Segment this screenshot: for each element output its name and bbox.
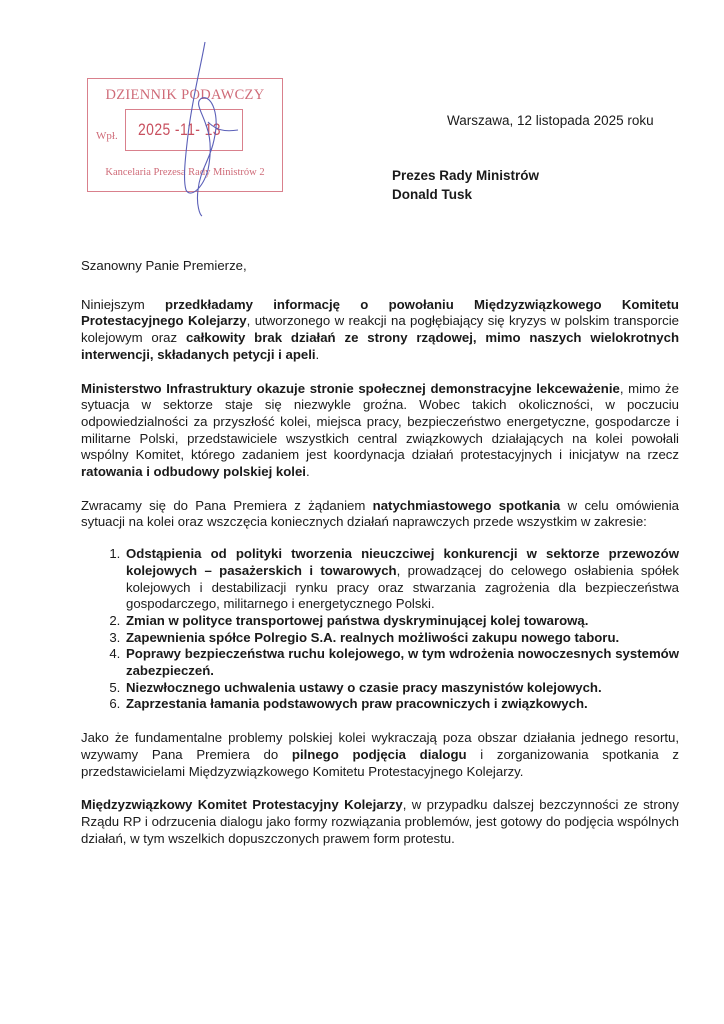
demand-heading: Zapewnienia spółce Polregio S.A. realnych możliwości zakupu nowego taboru. xyxy=(126,629,620,645)
recipient-name: Donald Tusk xyxy=(392,187,473,202)
text: Niniejszym xyxy=(81,296,166,312)
text: Jako że fundamentalne problemy polskiej kolei wykraczają poza obszar działania jednego resortu, wzywamy Pana Premiera do xyxy=(81,730,679,762)
recipient-block xyxy=(392,166,539,204)
demand-text: , prowadzącej do celowego osłabienia spółek kolejowych i destabilizacji rynku pracy oraz stwarzania zagrożenia dla bezpieczeństwa gospodarczego, militarnego i energetycznego Polski. xyxy=(126,562,680,612)
paragraph-protest-warning xyxy=(81,797,679,847)
demand-item xyxy=(124,546,679,613)
text: Zwracamy się do Pana Premiera z żądaniem xyxy=(81,497,373,513)
demand-heading: Zmian w polityce transportowej państwa dyskryminującej kolej towarową. xyxy=(126,612,589,628)
paragraph-committee-info xyxy=(81,297,679,364)
demand-item xyxy=(124,696,679,713)
letter-body xyxy=(81,258,679,864)
demand-item xyxy=(124,613,679,630)
emphasis: pilnego podjęcia dialogu xyxy=(291,746,467,762)
recipient-title: Prezes Rady Ministrów xyxy=(392,168,540,183)
stamp-office: Kancelaria Prezesa Rady Ministrów 2 xyxy=(105,167,265,178)
text: . xyxy=(315,346,320,362)
text: , utworzonego w reakcji na pogłębiający się kryzys w polskim transporcie kolejowym oraz xyxy=(81,313,679,346)
demand-heading: Niezwłocznego uchwalenia ustawy o czasie pracy maszynistów kolejowych. xyxy=(126,679,602,695)
text: i zorganizowania spotkania z przedstawicielami Międzyzwiązkowego Komitetu Protestacyjnego Kolejarzy. xyxy=(81,746,679,779)
emphasis: przedkładamy informację o powołaniu Międzyzwiązkowego Komitetu Protestacyjnego Kolejarzy xyxy=(81,296,679,329)
stamp-title: DZIENNIK PODAWCZY xyxy=(105,87,265,103)
demand-item xyxy=(124,680,679,697)
demands-list xyxy=(81,546,679,713)
salutation: Szanowny Panie Premierze, xyxy=(81,258,247,273)
emphasis: natychmiastowego spotkania xyxy=(372,497,561,513)
emphasis: całkowity brak działań ze strony rządowej, mimo naszych wielokrotnych interwencji, składanych petycji i apeli xyxy=(81,330,679,362)
paragraph-meeting-request xyxy=(81,498,679,531)
paragraph-ministry xyxy=(81,381,679,481)
text: , w przypadku dalszej bezczynności ze strony Rządu RP i odrzucenia dialogu jako formy rozwiązania problemów, jest gotowy do podjęcia wspólnych działań, w tym wszelkich dopuszczonych prawem form protestu. xyxy=(81,797,679,846)
stamp-received-date: 2025 -11- 13 xyxy=(138,120,221,139)
emphasis: ratowania i odbudowy polskiej kolei xyxy=(81,464,306,480)
text: w celu omówienia sytuacji na kolei oraz wszczęcia koniecznych działań naprawczych przede wszystkim w zakresie: xyxy=(81,497,680,530)
text: , mimo że sytuacja w sektorze staje się niezwykle groźna. Wobec takich okoliczności, w poczuciu odpowiedzialności za przyszłość kolei, miejsca pracy, bezpieczeństwo energetyczne, gospodarcze i militarne Polski, przedstawiciele wszystkich central związkowych działających na kolei powołali wspólny Komitet, którego zadaniem jest koordynacja działań protestacyjnych i inicjatyw na rzecz xyxy=(81,380,679,463)
demand-heading: Odstąpienia od polityki tworzenia nieuczciwej konkurencji w sektorze przewozów kolejowych – pasażerskich i towarowych xyxy=(126,546,679,578)
demand-item xyxy=(124,630,679,647)
emphasis: Międzyzwiązkowy Komitet Protestacyjny Kolejarzy xyxy=(81,797,403,813)
paragraph-dialogue-call xyxy=(81,730,679,780)
demand-heading: Poprawy bezpieczeństwa ruchu kolejowego, w tym wdrożenia nowoczesnych systemów zabezpieczeń. xyxy=(126,646,679,679)
registry-stamp xyxy=(87,78,283,192)
text: . xyxy=(305,464,310,480)
demand-heading: Zaprzestania łamania podstawowych praw pracowniczych i związkowych. xyxy=(126,696,588,712)
stamp-date-box xyxy=(125,109,243,151)
emphasis: Ministerstwo Infrastruktury okazuje stronie społecznej demonstracyjne lekceważenie xyxy=(81,380,620,396)
place-and-date: Warszawa, 12 listopada 2025 roku xyxy=(447,113,654,128)
demand-item xyxy=(124,646,679,679)
stamp-received-label: Wpł. xyxy=(96,130,118,142)
